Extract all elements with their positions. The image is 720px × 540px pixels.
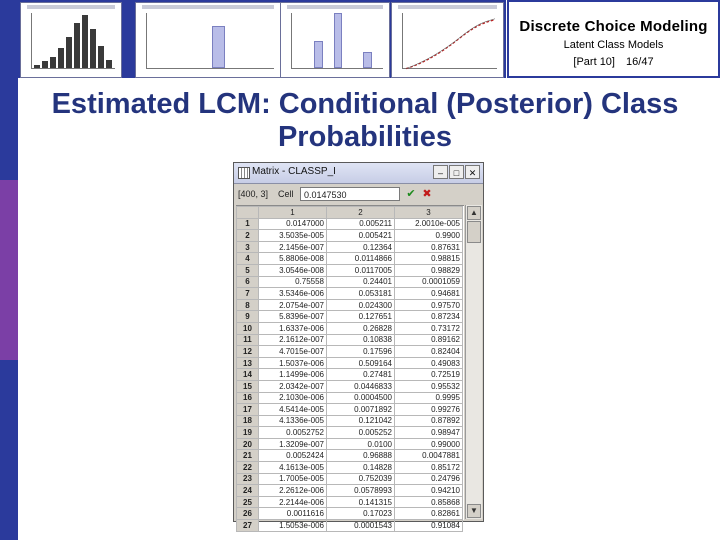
row-header[interactable]: 17 [237, 404, 259, 416]
cell-value-input[interactable]: 0.0147530 [300, 187, 400, 201]
table-row[interactable] [237, 369, 463, 381]
thumbnail-bar [314, 41, 323, 68]
table-cell[interactable]: 0.97570 [395, 299, 463, 311]
row-header[interactable]: 1 [237, 218, 259, 230]
table-cell[interactable]: 0.0147000 [259, 218, 327, 230]
row-header[interactable]: 8 [237, 299, 259, 311]
column-header[interactable]: 1 [259, 207, 327, 219]
table-cell[interactable]: 0.99276 [395, 404, 463, 416]
table-cell[interactable]: 0.87234 [395, 311, 463, 323]
thumbnail-bar [74, 23, 80, 68]
table-cell[interactable]: 0.27481 [327, 369, 395, 381]
close-button[interactable]: ✕ [465, 165, 480, 179]
table-cell[interactable]: 0.0446833 [327, 380, 395, 392]
table-cell[interactable]: 0.82861 [395, 508, 463, 520]
thumbnail-histogram-3 [280, 2, 390, 78]
table-cell[interactable]: 1.6337e-006 [259, 322, 327, 334]
row-header[interactable]: 18 [237, 415, 259, 427]
table-cell[interactable]: 2.2612e-006 [259, 485, 327, 497]
row-header[interactable]: 25 [237, 496, 259, 508]
table-cell[interactable]: 2.0754e-007 [259, 299, 327, 311]
slide-header [507, 0, 720, 78]
table-row[interactable] [237, 299, 463, 311]
table-cell[interactable]: 4.7015e-007 [259, 346, 327, 358]
table-row[interactable] [237, 334, 463, 346]
row-header[interactable]: 7 [237, 288, 259, 300]
thumbnail-bar [42, 61, 48, 68]
thumbnail-bar [212, 26, 225, 68]
table-cell[interactable]: 0.17596 [327, 346, 395, 358]
table-row[interactable] [237, 450, 463, 462]
window-title: Matrix - CLASSP_I [252, 166, 336, 177]
table-cell[interactable]: 5.8396e-007 [259, 311, 327, 323]
table-cell[interactable]: 2.1030e-006 [259, 392, 327, 404]
table-row[interactable] [237, 357, 463, 369]
table-cell[interactable]: 2.0342e-007 [259, 380, 327, 392]
table-cell[interactable]: 1.5053e-006 [259, 520, 327, 532]
table-cell[interactable]: 0.94210 [395, 485, 463, 497]
table-cell[interactable]: 3.0546e-008 [259, 264, 327, 276]
table-cell[interactable]: 0.0001543 [327, 520, 395, 532]
scroll-up-icon[interactable]: ▲ [467, 206, 481, 220]
table-cell[interactable]: 0.91084 [395, 520, 463, 532]
lecture-subtitle: Latent Class Models [563, 39, 664, 51]
table-cell[interactable]: 0.26828 [327, 322, 395, 334]
table-cell[interactable]: 0.24796 [395, 473, 463, 485]
table-cell[interactable]: 4.5414e-005 [259, 404, 327, 416]
table-cell[interactable]: 0.17023 [327, 508, 395, 520]
table-row[interactable] [237, 496, 463, 508]
thumbnail-bar [90, 29, 96, 68]
matrix-table [236, 206, 463, 532]
table-row[interactable] [237, 392, 463, 404]
table-row[interactable] [237, 264, 463, 276]
row-header[interactable]: 20 [237, 438, 259, 450]
table-cell[interactable]: 0.141315 [327, 496, 395, 508]
column-header[interactable]: 3 [395, 207, 463, 219]
scroll-down-icon[interactable]: ▼ [467, 504, 481, 518]
table-cell[interactable]: 0.0011616 [259, 508, 327, 520]
thumbnail-bar [363, 52, 372, 68]
table-cell[interactable]: 2.0010e-005 [395, 218, 463, 230]
table-cell[interactable]: 0.752039 [327, 473, 395, 485]
x-icon[interactable]: ✖ [422, 188, 432, 200]
table-cell[interactable]: 0.98947 [395, 427, 463, 439]
thumbnail-bar [50, 57, 56, 68]
table-cell[interactable]: 0.0047881 [395, 450, 463, 462]
matrix-window [233, 162, 484, 530]
grid-icon [238, 167, 250, 179]
table-row[interactable] [237, 218, 463, 230]
thumbnail-line-plot [391, 2, 504, 78]
row-header[interactable]: 10 [237, 322, 259, 334]
table-cell[interactable]: 0.96888 [327, 450, 395, 462]
table-cell[interactable]: 4.1613e-005 [259, 462, 327, 474]
table-cell[interactable]: 2.1612e-007 [259, 334, 327, 346]
thumbnail-bar [334, 13, 343, 68]
table-cell[interactable]: 0.0117005 [327, 264, 395, 276]
table-cell[interactable]: 4.1336e-005 [259, 415, 327, 427]
table-cell[interactable]: 0.95532 [395, 380, 463, 392]
check-icon[interactable]: ✔ [406, 188, 416, 200]
table-row[interactable] [237, 520, 463, 532]
table-cell[interactable]: 0.14828 [327, 462, 395, 474]
row-header[interactable]: 26 [237, 508, 259, 520]
table-cell[interactable]: 2.1456e-007 [259, 241, 327, 253]
table-cell[interactable]: 0.0052424 [259, 450, 327, 462]
course-title: Discrete Choice Modeling [519, 18, 708, 35]
part-label: [Part 10] [573, 56, 615, 68]
table-row[interactable] [237, 508, 463, 520]
table-cell[interactable]: 2.2144e-006 [259, 496, 327, 508]
table-row[interactable] [237, 462, 463, 474]
table-row[interactable] [237, 346, 463, 358]
thumbnail-bar [66, 37, 72, 68]
table-cell[interactable]: 0.0052752 [259, 427, 327, 439]
matrix-grid[interactable] [236, 205, 464, 530]
row-header[interactable]: 22 [237, 462, 259, 474]
row-header[interactable]: 6 [237, 276, 259, 288]
table-cell[interactable]: 0.005421 [327, 230, 395, 242]
table-cell[interactable]: 0.0071892 [327, 404, 395, 416]
table-cell[interactable]: 0.82404 [395, 346, 463, 358]
slide-position [509, 56, 718, 68]
row-header[interactable]: 15 [237, 380, 259, 392]
table-cell[interactable]: 1.1499e-006 [259, 369, 327, 381]
thumbnail-bar [58, 48, 64, 68]
table-cell[interactable]: 5.8806e-008 [259, 253, 327, 265]
cell-label: Cell [278, 189, 294, 199]
row-header[interactable]: 24 [237, 485, 259, 497]
row-header[interactable]: 2 [237, 230, 259, 242]
left-accent-segment [0, 180, 18, 360]
table-cell[interactable]: 0.9900 [395, 230, 463, 242]
table-row[interactable] [237, 230, 463, 242]
table-row[interactable] [237, 427, 463, 439]
table-row[interactable] [237, 485, 463, 497]
row-header[interactable]: 3 [237, 241, 259, 253]
table-cell[interactable]: 0.24401 [327, 276, 395, 288]
minimize-button[interactable]: – [433, 165, 448, 179]
table-cell[interactable]: 0.89162 [395, 334, 463, 346]
table-cell[interactable]: 0.98829 [395, 264, 463, 276]
table-cell[interactable]: 0.73172 [395, 322, 463, 334]
table-cell[interactable]: 0.127651 [327, 311, 395, 323]
table-cell[interactable]: 1.3209e-007 [259, 438, 327, 450]
row-header[interactable]: 12 [237, 346, 259, 358]
table-row[interactable] [237, 415, 463, 427]
table-cell[interactable]: 0.005211 [327, 218, 395, 230]
corner-cell [237, 207, 259, 219]
table-cell[interactable]: 0.0001059 [395, 276, 463, 288]
row-header[interactable]: 9 [237, 311, 259, 323]
table-cell[interactable]: 0.94681 [395, 288, 463, 300]
table-cell[interactable]: 0.10838 [327, 334, 395, 346]
row-header[interactable]: 11 [237, 334, 259, 346]
table-cell[interactable]: 0.005252 [327, 427, 395, 439]
window-titlebar[interactable] [234, 163, 483, 184]
thumbnail-bar [98, 46, 104, 68]
row-header[interactable]: 16 [237, 392, 259, 404]
cell-reference: [400, 3] [238, 189, 269, 199]
table-row[interactable] [237, 322, 463, 334]
cell-edit-bar [236, 185, 481, 205]
row-header[interactable]: 4 [237, 253, 259, 265]
slide-title: Estimated LCM: Conditional (Posterior) Class Probabilities [51, 88, 679, 153]
table-row[interactable] [237, 438, 463, 450]
table-row[interactable] [237, 380, 463, 392]
thumbnail-bar [34, 65, 40, 68]
table-cell[interactable]: 0.49083 [395, 357, 463, 369]
thumbnail-strip [18, 0, 506, 78]
table-cell[interactable]: 0.87892 [395, 415, 463, 427]
vertical-scrollbar[interactable] [465, 205, 482, 519]
table-cell[interactable]: 0.509164 [327, 357, 395, 369]
thumbnail-histogram-2 [135, 2, 281, 78]
table-cell[interactable]: 1.7005e-005 [259, 473, 327, 485]
table-cell[interactable]: 0.72519 [395, 369, 463, 381]
table-row[interactable] [237, 253, 463, 265]
page-number: 16/47 [626, 56, 654, 68]
row-header[interactable]: 23 [237, 473, 259, 485]
table-row[interactable] [237, 276, 463, 288]
table-cell[interactable]: 0.87631 [395, 241, 463, 253]
table-cell[interactable]: 0.0100 [327, 438, 395, 450]
table-row[interactable] [237, 473, 463, 485]
table-cell[interactable]: 1.5037e-006 [259, 357, 327, 369]
table-cell[interactable]: 0.0578993 [327, 485, 395, 497]
table-cell[interactable]: 3.5346e-006 [259, 288, 327, 300]
table-cell[interactable]: 0.053181 [327, 288, 395, 300]
row-header[interactable]: 13 [237, 357, 259, 369]
table-cell[interactable]: 0.12364 [327, 241, 395, 253]
left-accent-bar [0, 0, 18, 540]
table-cell[interactable]: 0.85172 [395, 462, 463, 474]
table-row[interactable] [237, 311, 463, 323]
table-row[interactable] [237, 404, 463, 416]
thumbnail-bar [82, 15, 88, 68]
row-header[interactable]: 14 [237, 369, 259, 381]
row-header[interactable]: 19 [237, 427, 259, 439]
table-cell[interactable]: 3.5035e-005 [259, 230, 327, 242]
row-header[interactable]: 5 [237, 264, 259, 276]
table-cell[interactable]: 0.121042 [327, 415, 395, 427]
table-cell[interactable]: 0.0004500 [327, 392, 395, 404]
table-cell[interactable]: 0.99000 [395, 438, 463, 450]
table-cell[interactable]: 0.98815 [395, 253, 463, 265]
maximize-button[interactable]: □ [449, 165, 464, 179]
table-row[interactable] [237, 288, 463, 300]
column-header[interactable]: 2 [327, 207, 395, 219]
table-row[interactable] [237, 241, 463, 253]
table-cell[interactable]: 0.024300 [327, 299, 395, 311]
table-cell[interactable]: 0.85868 [395, 496, 463, 508]
scroll-thumb[interactable] [467, 221, 481, 243]
thumbnail-bar [106, 60, 112, 68]
row-header[interactable]: 27 [237, 520, 259, 532]
thumbnail-histogram-1 [20, 2, 122, 78]
thumbnail-curve [406, 17, 495, 70]
row-header[interactable]: 21 [237, 450, 259, 462]
table-cell[interactable]: 0.0114866 [327, 253, 395, 265]
table-cell[interactable]: 0.75558 [259, 276, 327, 288]
table-cell[interactable]: 0.9995 [395, 392, 463, 404]
